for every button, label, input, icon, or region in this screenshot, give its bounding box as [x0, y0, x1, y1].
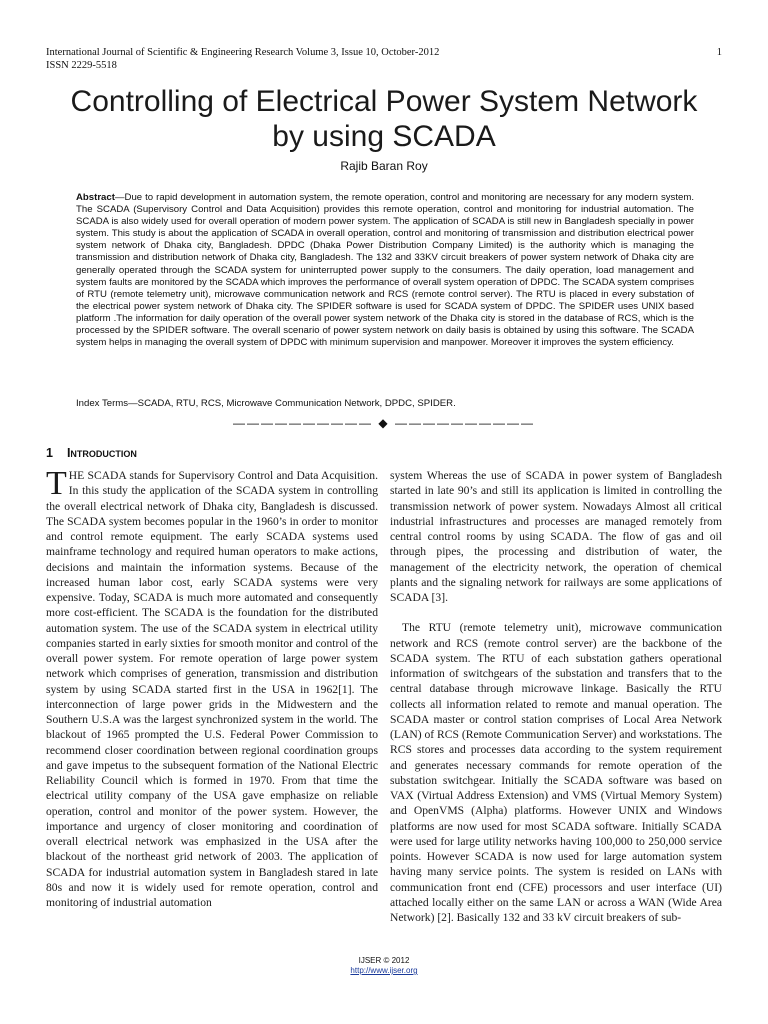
running-header: [46, 46, 722, 72]
intro-paragraph-2: system Whereas the use of SCADA in power system of Bangladesh started in late 90’s and still its application is limited in controlling the transmission network of power system. Nowadays Almost all critical industrial infrastructures and processes are managed remotely from central control rooms by using SCADA. The flow of gas and oil through pipes, the processing and distribution of water, the management of the electricity network, the operation of chemical plants and the signaling network for railways are some applications of SCADA [3].: [390, 469, 722, 604]
section-heading: [46, 446, 137, 460]
intro-paragraph-1-text: HE SCADA stands for Supervisory Control and Data Acquisition. In this study the application of the SCADA system in controlling the overall electrical network of Dhaka city, Bangladesh is discussed. The SCADA system becomes popular in the 1960’s in order to monitor and control remote equipment. The early SCADA systems used mainframe technology and required human operators to make actions, decisions and maintain the information systems. Because of the increased human labor cost, early SCADA systems were very expensive. Today, SCADA is much more automated and consequently more cost-efficient. The SCADA is the foundation for the distributed automation system. The use of the SCADA system in electrical utility companies started in early sixties for smooth monitor and control of the overall power system. For remote operation of large power system network which comprises of generation, transmission and distribution system by using SCADA started first in the USA in 1962[1]. The interconnection of large power grids in the Midwestern and the Southern U.S.A was the largest synchronized system in the world. The blackout of 1965 prompted the U.S. Federal Power Commission to recommend closer coordination between regional coordination groups and gave impetus to the subsequent formation of the National Electric Reliability Council which is formed in 1970. From that time the electrical utility company of the USA gave emphasize on reliable operation, control and monitor of the power system. However, the importance and urgency of closer monitoring and coordination of overall electrical network was emphasized in the USA after the blackout of the northeast grid network of 2003. The application of SCADA for industrial automation system in Bangladesh stared in late 80s and now it is widely used for remote operation, control and monitoring of industrial automation: [46, 469, 378, 909]
intro-paragraph-3: The RTU (remote telemetry unit), microwave communication network and RCS (remote control server) are the backbone of the SCADA system. The RTU of each substation gathers operational information of switchgears of the substation and transfers that to the central database through microwave linkage. Basically the RTU collects all information related to remote and manual operation. The SCADA master or control station comprises of Local Area Network (LAN) of RCS (Remote Communication Server) and workstations. The RCS stores and processes data according to the system requirement and generates necessary commands for remote operation of the substation switchgear. Initially the SCADA software was based on VAX (Virtual Address Extension) and VMS (Virtual Memory System) and OpenVMS (Alpha) platforms. However UNIX and Windows platforms are now used for most SCADA software. Initially SCADA were used for large utility networks having 100,000 to 250,000 service points. However SCADA is now used for large automation system having many service points. The system is resided on LANs with communication front end (CFE) processors and user interface (UI) attached locally either on the same LAN or across a WAN (Wide Area Network) [2]. Basically 132 and 33 kV circuit breakers of sub-: [390, 621, 722, 924]
right-column: [390, 468, 722, 925]
footer-url-link[interactable]: http://www.ijser.org: [350, 966, 418, 975]
drop-cap: T: [46, 465, 67, 502]
title-line-2: by using SCADA: [272, 120, 496, 153]
index-terms: Index Terms—SCADA, RTU, RCS, Microwave Communication Network, DPDC, SPIDER.: [76, 398, 456, 409]
page-footer: [0, 956, 768, 976]
abstract-text: —Due to rapid development in automation system, the remote operation, control and monitoring are necessary for any modern system. The SCADA (Supervisory Control and Data Acquisition) provides this remote operation, control and monitoring for industrial automation. The SCADA is also widely used for overall operation of modern power system. The application of SCADA is still new in Bangladesh specially in power system. This study is about the application of SCADA in overall operation, control and monitoring of transmission and distribution electrical power system network of Dhaka city, Bangladesh. DPDC (Dhaka Power Distribution Company Limited) is the authority which is managing the transmission and distribution network of Dhaka city, Bangladesh. The 132 and 33KV circuit breakers of power system network of Dhaka city are generally operated through the SCADA system for uninterrupted power supply to the consumers. The daily operation, load management and system faults are monitored by the SCADA which improves the performance of overall system operation of DPDC. The SCADA system comprises of RTU (remote telemetry unit), microwave communication network and RCS (remote control server). The RTU is placed in every substation of the electrical power system network of Dhaka city. The SPIDER software is used for SCADA system of DPDC. The SPIDER uses UNIX based platform .The information for daily operation of the overall power system network of the Dhaka city is stored in the database of RCS, which is the processed by the SPIDER software. The overall scenario of power system network on daily basis is obtained by using this software. The SCADA system helps in managing the overall system of DPDC with minimum supervision and manpower. Moreover it improves the system efficiency.: [76, 192, 694, 349]
left-column: [46, 465, 378, 910]
paper-title: [40, 84, 728, 154]
abstract-label: Abstract: [76, 192, 115, 203]
section-number: 1: [46, 446, 53, 460]
author-name: Rajib Baran Roy: [340, 159, 428, 173]
title-line-1: Controlling of Electrical Power System Network: [70, 85, 698, 118]
abstract: [76, 192, 694, 349]
section-title: Introduction: [66, 446, 137, 460]
issn: ISSN 2229-5518: [46, 60, 117, 71]
footer-copyright: IJSER © 2012: [358, 956, 410, 965]
page-number: 1: [716, 47, 722, 58]
section-separator: —————————— ◆ ——————————: [233, 416, 535, 430]
intro-paragraph-1: [46, 465, 378, 910]
journal-name: International Journal of Scientific & Engineering Research Volume 3, Issue 10, October-2012: [46, 47, 440, 58]
